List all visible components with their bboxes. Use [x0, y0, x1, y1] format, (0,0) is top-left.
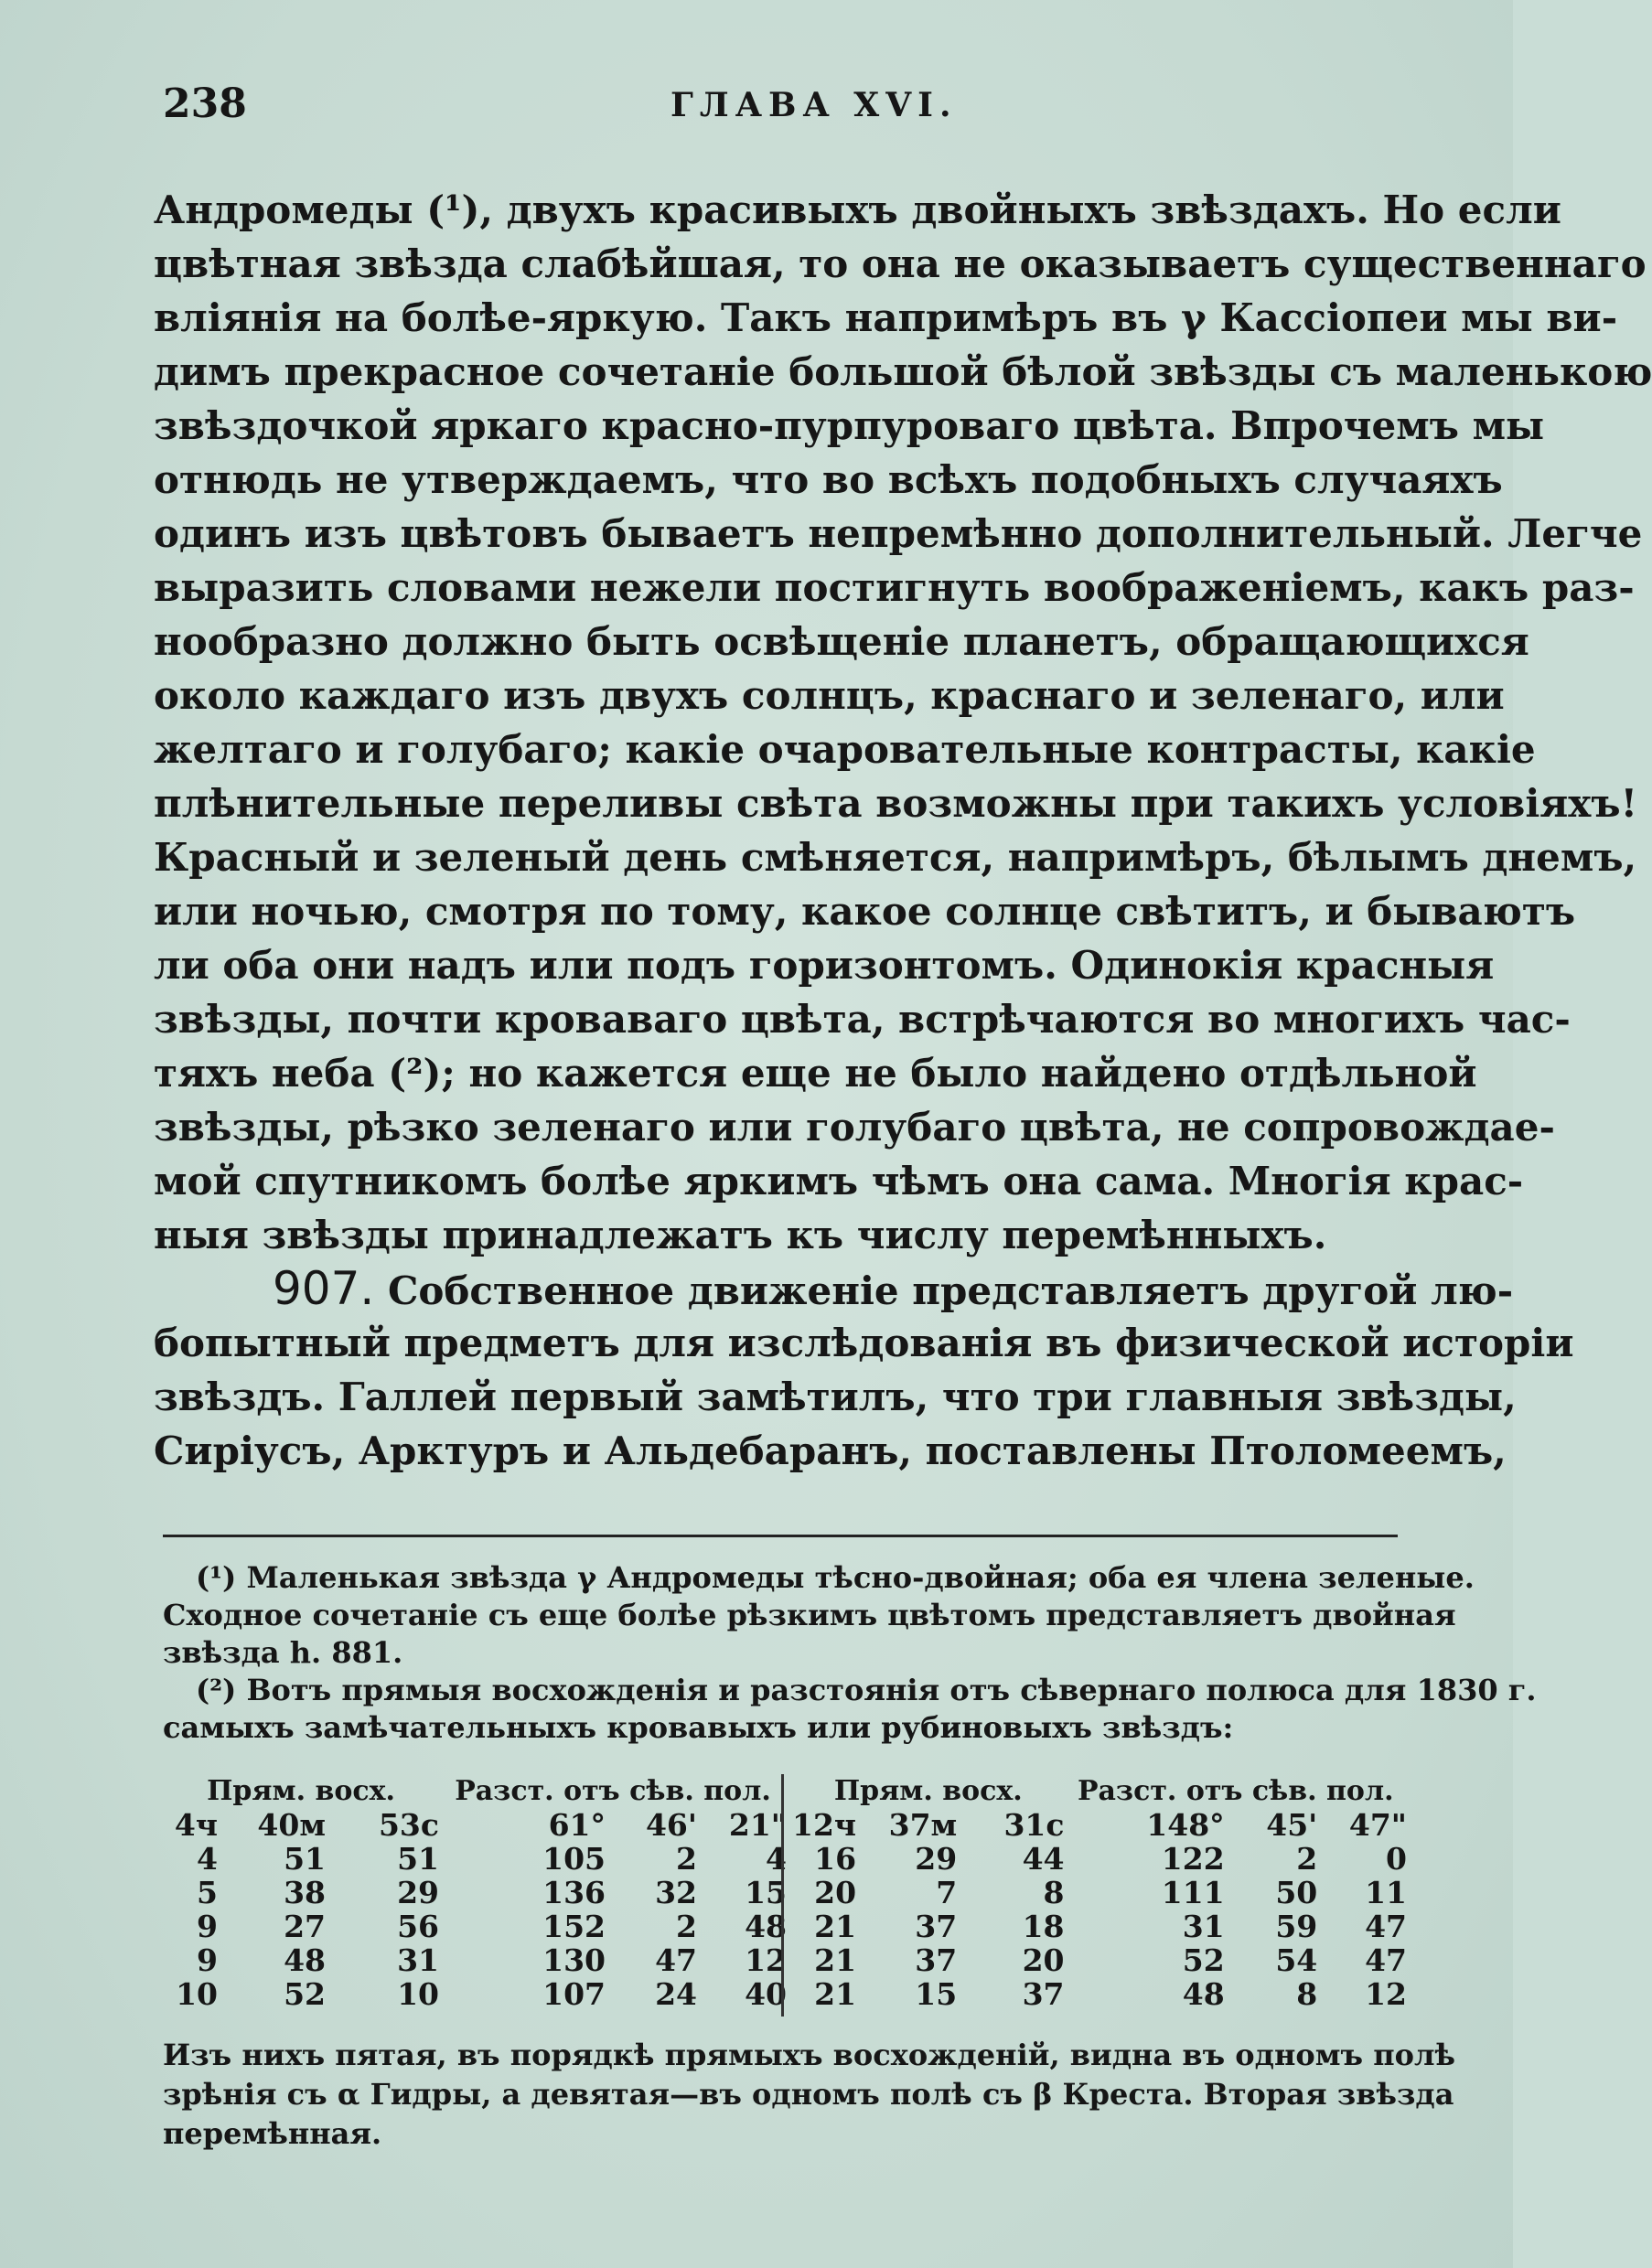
table-cell: 2 — [676, 1909, 697, 1944]
table-cell: 32 — [655, 1875, 697, 1910]
table-cell: 31 — [1182, 1909, 1225, 1944]
text-line: или ночью, смотря по тому, какое солнце свѣтитъ, и бываютъ — [154, 889, 1576, 934]
footnote-line: (¹) Маленькая звѣзда γ Андромеды тѣсно-двойная; оба ея члена зеленые. — [196, 1560, 1475, 1595]
table-cell: 122 — [1161, 1841, 1225, 1877]
table-cell: 29 — [397, 1875, 439, 1910]
table-cell: 37 — [915, 1942, 958, 1978]
table-cell: 0 — [1386, 1841, 1407, 1877]
text-line: одинъ изъ цвѣтовъ бываетъ непремѣнно дополнительный. Легче — [154, 511, 1643, 556]
table-row — [792, 1842, 1407, 1876]
table-cell: 5 — [197, 1875, 218, 1910]
table-cell: 37 — [1022, 1976, 1065, 2012]
table-cell: 4ч — [174, 1807, 218, 1843]
chapter-title: ГЛАВА XVI. — [670, 86, 958, 124]
table-row — [163, 1910, 787, 1943]
table-row — [163, 1842, 787, 1876]
table-row — [792, 1808, 1407, 1842]
table-cell: 37 — [915, 1909, 958, 1944]
text-line: звѣзды, почти кроваваго цвѣта, встрѣчаются во многихъ час- — [154, 997, 1571, 1042]
column-header-dist: Разст. отъ сѣв. пол. — [455, 1775, 771, 1807]
table-cell: 148° — [1146, 1807, 1225, 1843]
table-row — [792, 1977, 1407, 2011]
text-line: мой спутникомъ болѣе яркимъ чѣмъ она сама. Многія крас- — [154, 1159, 1524, 1204]
column-header-ra: Прям. восх. — [833, 1775, 1023, 1807]
table-cell: 7 — [936, 1875, 958, 1910]
footnotes — [163, 1559, 1537, 1747]
table-cell: 56 — [397, 1909, 439, 1944]
table-cell: 37м — [888, 1807, 958, 1843]
table-cell: 2 — [1296, 1841, 1318, 1877]
table-cell: 47 — [655, 1942, 697, 1978]
table-row — [163, 1876, 787, 1910]
table-cell: 152 — [542, 1909, 606, 1944]
table-cell: 24 — [655, 1976, 697, 2012]
text-line: ныя звѣзды принадлежатъ къ числу перемѣнныхъ. — [154, 1213, 1327, 1257]
table-cell: 107 — [542, 1976, 606, 2012]
text-line: цвѣтная звѣзда слабѣйшая, то она не оказываетъ существеннаго — [154, 241, 1647, 286]
text-line: Красный и зеленый день смѣняется, напримѣръ, бѣлымъ днемъ, — [154, 835, 1637, 880]
table-cell: 31 — [397, 1942, 439, 1978]
footnote-line: самыхъ замѣчательныхъ кровавыхъ или рубиновыхъ звѣздъ: — [163, 1710, 1234, 1745]
table-note — [163, 2036, 1456, 2154]
table-cell: 21 — [814, 1909, 857, 1944]
table-cell: 8 — [1043, 1875, 1065, 1910]
table-cell: 12ч — [792, 1807, 857, 1843]
table-cell: 61° — [548, 1807, 606, 1843]
table-cell: 45' — [1266, 1807, 1318, 1843]
table-cell: 29 — [915, 1841, 958, 1877]
text-line: отнюдь не утверждаемъ, что во всѣхъ подобныхъ случаяхъ — [154, 457, 1503, 502]
table-cell: 47 — [1365, 1942, 1407, 1978]
text-line: вліянія на болѣе-яркую. Такъ напримѣръ въ γ Кассіопеи мы ви- — [154, 295, 1618, 340]
table-divider — [781, 1774, 784, 2017]
table-cell: 4 — [766, 1841, 787, 1877]
table-cell: 2 — [676, 1841, 697, 1877]
main-text — [154, 183, 1652, 1478]
table-cell: 50 — [1275, 1875, 1318, 1910]
table-cell: 44 — [1022, 1841, 1065, 1877]
table-cell: 20 — [1022, 1942, 1065, 1978]
table-cell: 10 — [176, 1976, 218, 2012]
table-cell: 9 — [197, 1909, 218, 1944]
table-row — [163, 1943, 787, 1977]
table-cell: 12 — [1365, 1976, 1407, 2012]
text-line: звѣздочкой яркаго красно-пурпуроваго цвѣта. Впрочемъ мы — [154, 403, 1545, 448]
table-cell: 12 — [745, 1942, 787, 1978]
table-cell: 111 — [1161, 1875, 1225, 1910]
table-cell: 47 — [1365, 1909, 1407, 1944]
footnote-line: (²) Вотъ прямыя восхожденія и разстоянія отъ сѣвернаго полюса для 1830 г. — [196, 1673, 1537, 1707]
text-line: около каждаго изъ двухъ солнцъ, краснаго и зеленаго, или — [154, 673, 1505, 718]
table-cell: 51 — [284, 1841, 326, 1877]
text-line: звѣздъ. Галлей первый замѣтилъ, что три главныя звѣзды, — [154, 1375, 1517, 1419]
column-header-dist: Разст. отъ сѣв. пол. — [1077, 1775, 1394, 1807]
text-line: димъ прекрасное сочетаніе большой бѣлой звѣзды съ маленькою — [154, 349, 1652, 394]
table-cell: 16 — [814, 1841, 857, 1877]
note-line: зрѣнія съ α Гидры, а девятая—въ одномъ полѣ съ β Креста. Вторая звѣзда — [163, 2077, 1454, 2112]
table-cell: 15 — [915, 1976, 958, 2012]
table-row — [792, 1943, 1407, 1977]
text-line: выразить словами нежели постигнуть воображеніемъ, какъ раз- — [154, 565, 1635, 610]
table-cell: 4 — [197, 1841, 218, 1877]
table-cell: 18 — [1022, 1909, 1065, 1944]
section-number: 907. — [273, 1262, 375, 1315]
text-line: тяхъ неба (²); но кажется еще не было найдено отдѣльной — [154, 1051, 1477, 1096]
table-cell: 47" — [1348, 1807, 1407, 1843]
table-row — [792, 1876, 1407, 1910]
table-cell: 48 — [745, 1909, 787, 1944]
table-cell: 38 — [284, 1875, 326, 1910]
table-cell: 46' — [645, 1807, 697, 1843]
table-cell: 21" — [728, 1807, 787, 1843]
star-table-right — [792, 1774, 1407, 2011]
text-line: бопытный предметъ для изслѣдованія въ физической исторіи — [154, 1321, 1574, 1365]
table-cell: 130 — [542, 1942, 606, 1978]
table-cell: 15 — [745, 1875, 787, 1910]
text-line: Сиріусъ, Арктуръ и Альдебаранъ, поставлены Птоломеемъ, — [154, 1428, 1507, 1473]
text-line: нообразно должно быть освѣщеніе планетъ, обращающихся — [154, 619, 1529, 664]
footnote-line: звѣзда h. 881. — [163, 1635, 403, 1670]
star-table — [163, 1774, 1407, 2017]
table-cell: 11 — [1365, 1875, 1407, 1910]
note-line: Изъ нихъ пятая, въ порядкѣ прямыхъ восхожденій, видна въ одномъ полѣ — [163, 2038, 1456, 2072]
text-line: Андромеды (¹), двухъ красивыхъ двойныхъ звѣздахъ. Но если — [154, 187, 1561, 232]
table-cell: 40м — [257, 1807, 326, 1843]
section-first-text: Собственное движеніе представляетъ другой лю- — [387, 1268, 1514, 1313]
text-line: звѣзды, рѣзко зеленаго или голубаго цвѣта, не сопровождае- — [154, 1105, 1555, 1150]
table-row — [163, 1977, 787, 2011]
table-row — [163, 1808, 787, 1842]
table-cell: 54 — [1275, 1942, 1318, 1978]
table-row — [792, 1910, 1407, 1943]
column-header-ra: Прям. восх. — [207, 1775, 395, 1807]
table-cell: 52 — [284, 1976, 326, 2012]
footnote-divider — [163, 1535, 1398, 1537]
table-cell: 105 — [542, 1841, 606, 1877]
footnote-line: Сходное сочетаніе съ еще болѣе рѣзкимъ цвѣтомъ представляетъ двойная — [163, 1598, 1456, 1632]
table-cell: 52 — [1182, 1942, 1225, 1978]
table-cell: 9 — [197, 1942, 218, 1978]
text-line: желтаго и голубаго; какіе очаровательные контрасты, какіе — [154, 727, 1536, 772]
text-line: плѣнительные переливы свѣта возможны при такихъ условіяхъ! — [154, 781, 1638, 826]
star-table-left — [163, 1774, 787, 2011]
table-cell: 27 — [284, 1909, 326, 1944]
table-cell: 21 — [814, 1942, 857, 1978]
table-cell: 48 — [1182, 1976, 1225, 2012]
table-cell: 10 — [397, 1976, 439, 2012]
table-cell: 20 — [814, 1875, 857, 1910]
section-first-line — [154, 1262, 1514, 1316]
text-line: ли оба они надъ или подъ горизонтомъ. Одинокія красныя — [154, 943, 1495, 988]
table-cell: 21 — [814, 1976, 857, 2012]
table-cell: 59 — [1275, 1909, 1318, 1944]
table-cell: 136 — [542, 1875, 606, 1910]
note-line: перемѣнная. — [163, 2116, 382, 2151]
table-cell: 8 — [1296, 1976, 1318, 2012]
table-cell: 53с — [378, 1807, 439, 1843]
page-number: 238 — [163, 80, 247, 127]
running-header — [163, 80, 1407, 135]
table-cell: 40 — [745, 1976, 787, 2012]
table-cell: 31с — [1003, 1807, 1065, 1843]
table-cell: 51 — [397, 1841, 439, 1877]
table-cell: 48 — [284, 1942, 326, 1978]
